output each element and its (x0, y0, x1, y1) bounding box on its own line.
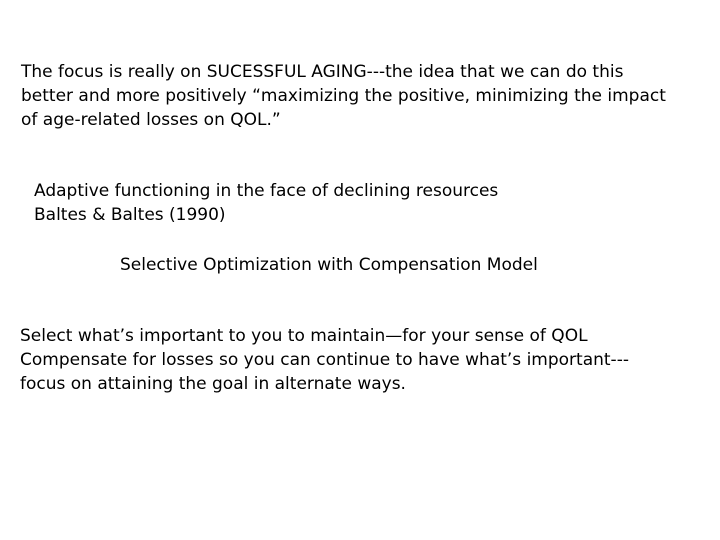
intro-line: of age-related losses on QOL.” (21, 110, 281, 130)
model-title (120, 253, 538, 277)
intro-paragraph (21, 60, 666, 132)
citation-line: Baltes & Baltes (1990) (34, 205, 226, 225)
intro-line: better and more positively “maximizing the positive, minimizing the impact (21, 86, 666, 106)
adaptive-functioning-text (34, 179, 498, 227)
strategy-line: Compensate for losses so you can continue to have what’s important--- (20, 350, 629, 370)
intro-line: The focus is really on SUCESSFUL AGING---the idea that we can do this (21, 62, 624, 82)
strategy-line: Select what’s important to you to maintain—for your sense of QOL (20, 326, 588, 346)
adaptive-line: Adaptive functioning in the face of declining resources (34, 181, 499, 201)
strategies-paragraph (20, 324, 629, 396)
strategy-line: focus on attaining the goal in alternate ways. (20, 374, 406, 394)
model-title-text: Selective Optimization with Compensation Model (120, 255, 538, 275)
